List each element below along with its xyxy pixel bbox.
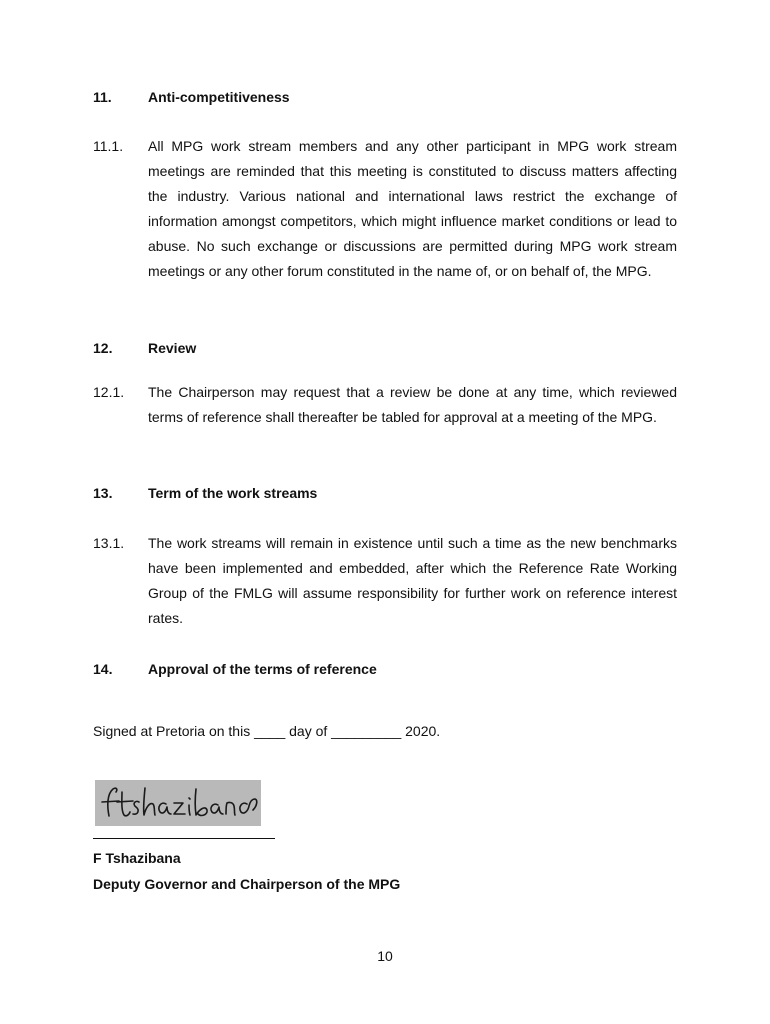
section-title: Term of the work streams [148,485,318,501]
paragraph-11-1 [93,134,677,284]
section-title: Approval of the terms of reference [148,661,377,677]
paragraph-text: All MPG work stream members and any other participant in MPG work stream meetings are reminded that this meeting is constituted to discuss matters affecting the industry. Various national and international laws restrict the exchange of information amongst competitors, which might influence market conditions or lead to abuse. No such exchange or discussions are permitted during MPG work stream meetings or any other forum constituted in the name of, or on behalf of, the MPG. [148,138,677,279]
paragraph-text: The work streams will remain in existence until such a time as the new benchmarks have been implemented and embedded, after which the Reference Rate Working Group of the FMLG will assume responsibility for further work on reference interest rates. [148,535,677,626]
paragraph-number: 13.1. [93,535,125,551]
signed-at-line: Signed at Pretoria on this ____ day of _________ 2020. [93,723,441,739]
paragraph-text: The Chairperson may request that a review be done at any time, which reviewed terms of reference shall thereafter be tabled for approval at a meeting of the MPG. [148,384,677,425]
section-number: 13. [93,485,113,501]
signature-image [95,780,261,826]
section-number: 11. [93,89,112,105]
signer-title: Deputy Governor and Chairperson of the MPG [93,876,401,892]
section-title: Review [148,340,197,356]
signature-line [93,838,275,839]
section-number: 14. [93,661,113,677]
section-number: 12. [93,340,113,356]
paragraph-13-1 [93,531,677,631]
signer-name: F Tshazibana [93,850,181,866]
page-number: 10 [377,948,393,964]
paragraph-number: 11.1. [93,138,124,154]
paragraph-number: 12.1. [93,384,125,400]
paragraph-12-1 [93,380,677,430]
section-title: Anti-competitiveness [148,89,290,105]
